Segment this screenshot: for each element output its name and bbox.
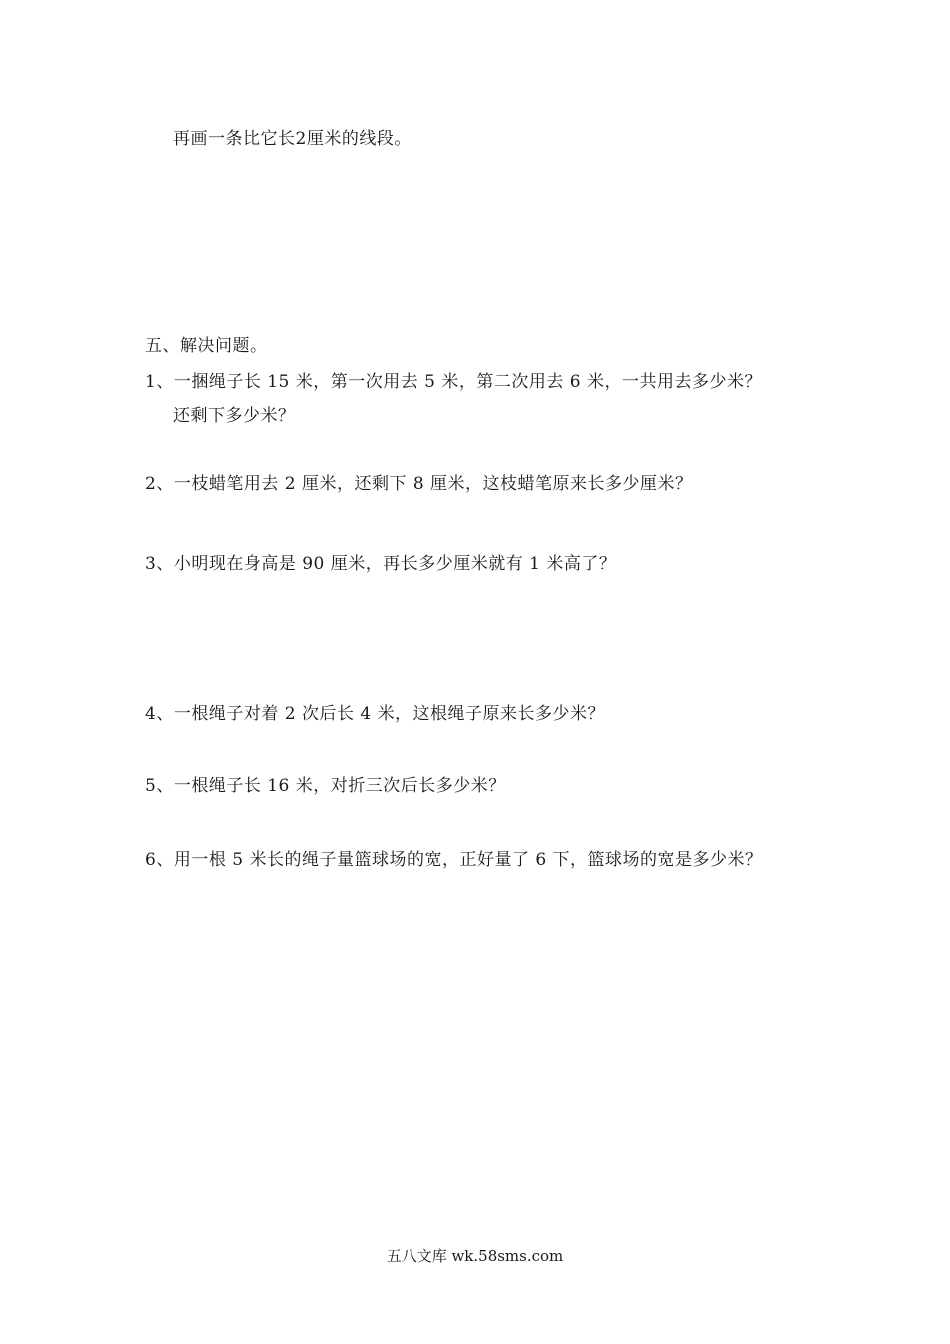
problem-4: 4、一根绳子对着 2 次后长 4 米，这根绳子原来长多少米？ (145, 704, 606, 724)
problem-2: 2、一枝蜡笔用去 2 厘米，还剩下 8 厘米，这枝蜡笔原来长多少厘米？ (145, 474, 693, 494)
drawing-instruction: 再画一条比它长2厘米的线段。 (173, 129, 412, 149)
section-heading: 五、解决问题。 (145, 336, 268, 356)
problem-5: 5、一根绳子长 16 米，对折三次后长多少米？ (145, 776, 506, 796)
problem-1-continuation: 还剩下多少米？ (173, 406, 296, 426)
problem-6: 6、用一根 5 米长的绳子量篮球场的宽，正好量了 6 下，篮球场的宽是多少米？ (145, 850, 763, 870)
problem-1: 1、一捆绳子长 15 米，第一次用去 5 米，第二次用去 6 米，一共用去多少米？ (145, 372, 763, 392)
footer-watermark: 五八文库 wk.58sms.com (386, 1247, 564, 1265)
problem-3: 3、小明现在身高是 90 厘米，再长多少厘米就有 1 米高了？ (145, 554, 617, 574)
